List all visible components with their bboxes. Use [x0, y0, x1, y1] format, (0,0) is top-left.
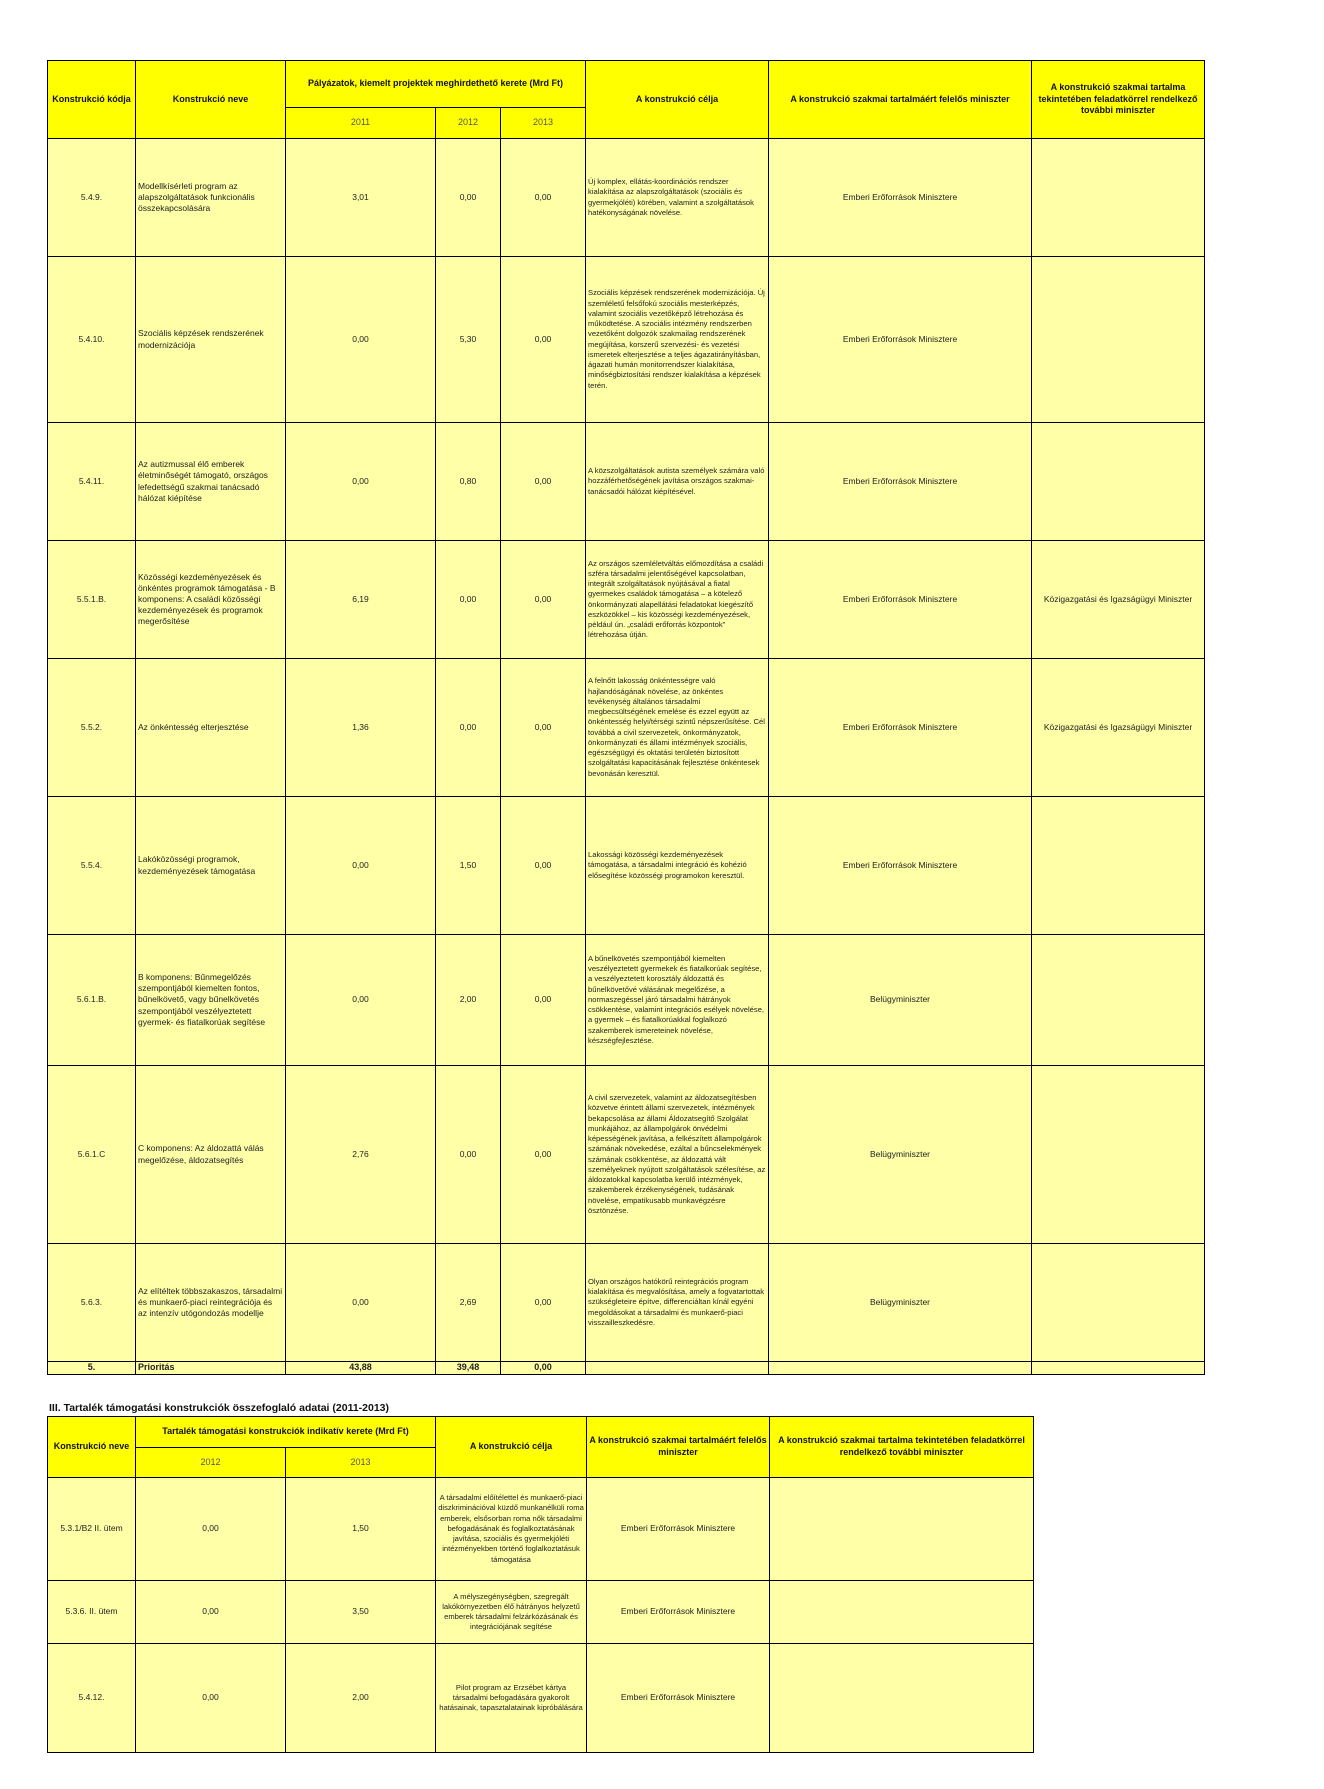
header-year-2012: 2012 — [136, 1448, 286, 1478]
row-other-minister: Közigazgatási és Igazságügyi Miniszter — [1032, 659, 1205, 797]
row-name: Az autizmussal élő emberek életminőségét támogató, országos lefedettségű szakmai tanácsadó hálózat kiépítése — [136, 423, 286, 541]
row-code: 5.4.11. — [48, 423, 136, 541]
row-name: Lakóközösségi programok, kezdeményezések támogatása — [136, 797, 286, 935]
total-row — [48, 1362, 1205, 1375]
table-row — [48, 1244, 1205, 1362]
row-minister: Emberi Erőforrások Minisztere — [769, 423, 1032, 541]
row-minister: Emberi Erőforrások Minisztere — [769, 659, 1032, 797]
row-2012: 0,00 — [136, 1478, 286, 1581]
row-other-minister — [770, 1581, 1034, 1644]
total-empty — [586, 1362, 769, 1375]
table-row — [48, 1478, 1034, 1581]
header-budget: Pályázatok, kiemelt projektek meghirdethető kerete (Mrd Ft) — [286, 61, 586, 108]
section-title: III. Tartalék támogatási konstrukciók összefoglaló adatai (2011-2013) — [49, 1402, 390, 1414]
header-year-2011: 2011 — [286, 108, 436, 139]
total-2012: 39,48 — [436, 1362, 501, 1375]
row-name: C komponens: Az áldozattá válás megelőzése, áldozatsegítés — [136, 1066, 286, 1244]
row-2011: 2,76 — [286, 1066, 436, 1244]
row-2013: 0,00 — [501, 423, 586, 541]
row-2013: 1,50 — [286, 1478, 436, 1581]
header-code: Konstrukció kódja — [48, 61, 136, 139]
row-goal: Az országos szemléletváltás előmozdítása a családi szféra társadalmi jelentőségével kapcsolatban, integrált szolgáltatások nyújtásával a fiatal gyermekes családok támogatása – a kötelező önkormányzati alapellátási feladatokat kiegészítő eszközökkel – kis közösségi kezdeményezések, például ún. „családi erőforrás központok” létrehozása útján. — [586, 541, 769, 659]
row-goal: A bűnelkövetés szempontjából kiemelten veszélyeztetett gyermekek és fiatalkorúak segítése, a veszélyeztetett korosztály áldozattá és bűnelkövetővé válásának megelőzése, a normaszegéssel járó társadalmi hátrányok csökkentése, valamint integrációs esélyek növelése, a gyermek – és fiatalkorúakkal foglalkozó szakemberek ismereteinek növelése, készségfejlesztése. — [586, 935, 769, 1066]
row-other-minister — [1032, 1066, 1205, 1244]
row-2012: 0,00 — [436, 541, 501, 659]
row-2013: 0,00 — [501, 541, 586, 659]
row-minister: Emberi Erőforrások Minisztere — [769, 139, 1032, 257]
row-2012: 0,80 — [436, 423, 501, 541]
row-2012: 0,00 — [436, 139, 501, 257]
table-row — [48, 423, 1205, 541]
row-2012: 0,00 — [436, 659, 501, 797]
row-2013: 0,00 — [501, 257, 586, 423]
header-minister: A konstrukció szakmai tartalmáért felelős miniszter — [587, 1417, 770, 1478]
row-name: Az elítéltek többszakaszos, társadalmi és munkaerő-piaci reintegrációja és az intenzív utógondozás modellje — [136, 1244, 286, 1362]
row-code: 5.5.4. — [48, 797, 136, 935]
row-minister: Belügyminiszter — [769, 935, 1032, 1066]
row-minister: Emberi Erőforrások Minisztere — [587, 1478, 770, 1581]
row-goal: A civil szervezetek, valamint az áldozatsegítésben közvetve érintett állami szervezetek, intézmények bekapcsolása az állami Áldozatsegítő Szolgálat munkájához, az állampolgárok önvédelmi képességének javítása, a felkészített állampolgárok számának növekedése, ezáltal a bűncselekmények számának csökkentése, az áldozattá vált személyeknek nyújtott szolgáltatások szélesítése, az áldozatokkal kapcsolatba kerülő intézmények, szakemberek érzékenységének, tudásának növelése, empatikusabb munkavégzésre ösztönzése. — [586, 1066, 769, 1244]
table-row — [48, 797, 1205, 935]
row-code: 5.6.3. — [48, 1244, 136, 1362]
row-other-minister — [1032, 797, 1205, 935]
total-empty — [1032, 1362, 1205, 1375]
row-2012: 0,00 — [436, 1066, 501, 1244]
row-2012: 2,69 — [436, 1244, 501, 1362]
row-2012: 2,00 — [436, 935, 501, 1066]
row-2012: 1,50 — [436, 797, 501, 935]
row-code: 5.6.1.B. — [48, 935, 136, 1066]
row-goal: A közszolgáltatások autista személyek számára való hozzáférhetőségének javítása országos szakmai-tanácsadói hálózat kiépítésével. — [586, 423, 769, 541]
header-name: Konstrukció neve — [48, 1417, 136, 1478]
row-goal: Új komplex, ellátás-koordinációs rendszer kialakítása az alapszolgáltatások (szociális és gyermekjóléti) körében, valamint a szolgáltatások hatékonyságának növelése. — [586, 139, 769, 257]
row-name: 5.3.6. II. ütem — [48, 1581, 136, 1644]
row-other-minister — [1032, 1244, 1205, 1362]
row-goal: Szociális képzések rendszerének modernizációja. Új szemléletű felsőfokú szociális mesterképzés, valamint szociális vezetőképző létrehozása és működtetése. A szociális intézmény rendszerben vezetőként dolgozók szakmailag rendszerének megújítása, korszerű szervezési- és vezetési ismeretek elterjesztése a teljes ágazatirányításban, ágazati humán monitorrendszer kialakítása, minőségbiztosítási rendszer kialakítása a képzések terén. — [586, 257, 769, 423]
header-other-minister: A konstrukció szakmai tartalma tekintetében feladatkörrel rendelkező további miniszter — [1032, 61, 1205, 139]
row-code: 5.4.10. — [48, 257, 136, 423]
row-code: 5.5.2. — [48, 659, 136, 797]
row-minister: Emberi Erőforrások Minisztere — [587, 1581, 770, 1644]
table-row — [48, 541, 1205, 659]
row-2011: 3,01 — [286, 139, 436, 257]
row-name: 5.3.1/B2 II. ütem — [48, 1478, 136, 1581]
row-2011: 6,19 — [286, 541, 436, 659]
row-2013: 0,00 — [501, 797, 586, 935]
row-2013: 3,50 — [286, 1581, 436, 1644]
total-empty — [769, 1362, 1032, 1375]
row-2013: 0,00 — [501, 935, 586, 1066]
table-row — [48, 1066, 1205, 1244]
row-other-minister — [770, 1478, 1034, 1581]
row-2013: 0,00 — [501, 1066, 586, 1244]
row-code: 5.5.1.B. — [48, 541, 136, 659]
total-2013: 0,00 — [501, 1362, 586, 1375]
row-2012: 0,00 — [136, 1581, 286, 1644]
header-goal: A konstrukció célja — [436, 1417, 587, 1478]
table-row — [48, 139, 1205, 257]
header-goal: A konstrukció célja — [586, 61, 769, 139]
row-2012: 5,30 — [436, 257, 501, 423]
reserve-construction-table — [47, 1416, 1034, 1753]
header-year-2012: 2012 — [436, 108, 501, 139]
header-year-2013: 2013 — [501, 108, 586, 139]
row-minister: Belügyminiszter — [769, 1066, 1032, 1244]
row-2011: 0,00 — [286, 797, 436, 935]
row-name: B komponens: Bűnmegelőzés szempontjából kiemelten fontos, bűnelkövető, vagy bűnelkövetés szempontjából veszélyeztetett gyermek- és fiatalkorúak segítése — [136, 935, 286, 1066]
row-other-minister — [1032, 935, 1205, 1066]
row-name: 5.4.12. — [48, 1644, 136, 1753]
row-other-minister: Közigazgatási és Igazságügyi Miniszter — [1032, 541, 1205, 659]
row-name: Modellkísérleti program az alapszolgáltatások funkcionális összekapcsolására — [136, 139, 286, 257]
construction-table — [47, 60, 1205, 1375]
row-2011: 1,36 — [286, 659, 436, 797]
row-code: 5.4.9. — [48, 139, 136, 257]
row-2011: 0,00 — [286, 257, 436, 423]
row-name: Közösségi kezdeményezések és önkéntes programok támogatása - B komponens: A családi közösségi kezdeményezések és programok megerősítése — [136, 541, 286, 659]
row-goal: Pilot program az Erzsébet kártya társadalmi befogadására gyakorolt hatásainak, tapasztalatainak kipróbálására — [436, 1644, 587, 1753]
header-minister: A konstrukció szakmai tartalmáért felelős miniszter — [769, 61, 1032, 139]
row-other-minister — [1032, 423, 1205, 541]
table-row — [48, 935, 1205, 1066]
row-name: Az önkéntesség elterjesztése — [136, 659, 286, 797]
header-budget: Tartalék támogatási konstrukciók indikatív kerete (Mrd Ft) — [136, 1417, 436, 1448]
row-minister: Emberi Erőforrások Minisztere — [769, 257, 1032, 423]
row-goal: Olyan országos hatókörű reintegrációs program kialakítása és megvalósítása, amely a fogvatartottak szükségleteire építve, differenciáltan kínál egyéni megoldásokat a társadalmi és munkaerő-piaci visszailleszkedésre. — [586, 1244, 769, 1362]
row-2011: 0,00 — [286, 935, 436, 1066]
row-2013: 0,00 — [501, 1244, 586, 1362]
total-2011: 43,88 — [286, 1362, 436, 1375]
row-goal: Lakossági közösségi kezdeményezések támogatása, a társadalmi integráció és kohézió elősegítése közösségi programokon keresztül. — [586, 797, 769, 935]
row-2013: 0,00 — [501, 659, 586, 797]
row-2013: 2,00 — [286, 1644, 436, 1753]
header-name: Konstrukció neve — [136, 61, 286, 139]
row-minister: Belügyminiszter — [769, 1244, 1032, 1362]
row-code: 5.6.1.C — [48, 1066, 136, 1244]
table-row — [48, 1581, 1034, 1644]
row-minister: Emberi Erőforrások Minisztere — [769, 541, 1032, 659]
row-other-minister — [1032, 139, 1205, 257]
row-name: Szociális képzések rendszerének modernizációja — [136, 257, 286, 423]
row-goal: A felnőtt lakosság önkéntességre való hajlandóságának növelése, az önkéntes tevékenység általános társadalmi megbecsültségének emelése és ezzel együtt az önkéntesség helyi/térségi szintű népszerűsítése. Cél továbbá a civil szervezetek, önkormányzatok, önkormányzati és állami intézmények szociális, egészségügyi és oktatási területén biztosított szolgáltatási kapacitásának fejlesztése önkéntesek bevonásán keresztül. — [586, 659, 769, 797]
total-label: Prioritás — [136, 1362, 286, 1375]
table-row — [48, 257, 1205, 423]
row-2011: 0,00 — [286, 423, 436, 541]
header-other-minister: A konstrukció szakmai tartalma tekintetében feladatkörrel rendelkező további miniszter — [770, 1417, 1034, 1478]
row-other-minister — [1032, 257, 1205, 423]
row-2011: 0,00 — [286, 1244, 436, 1362]
row-goal: A társadalmi előítélettel és munkaerő-piaci diszkriminációval küzdő munkanélküli roma emberek, elsősorban roma nők társadalmi befogadásának és foglalkoztatásának javítása, szociális és gyermekjóléti intézményekben történő foglalkoztatásuk támogatása — [436, 1478, 587, 1581]
row-2012: 0,00 — [136, 1644, 286, 1753]
table-row — [48, 659, 1205, 797]
row-goal: A mélyszegénységben, szegregált lakókörnyezetben élő hátrányos helyzetű emberek társadalmi felzárkózásának és integrációjának segítése — [436, 1581, 587, 1644]
row-minister: Emberi Erőforrások Minisztere — [587, 1644, 770, 1753]
row-minister: Emberi Erőforrások Minisztere — [769, 797, 1032, 935]
total-code: 5. — [48, 1362, 136, 1375]
row-2013: 0,00 — [501, 139, 586, 257]
table-row — [48, 1644, 1034, 1753]
row-other-minister — [770, 1644, 1034, 1753]
header-year-2013: 2013 — [286, 1448, 436, 1478]
